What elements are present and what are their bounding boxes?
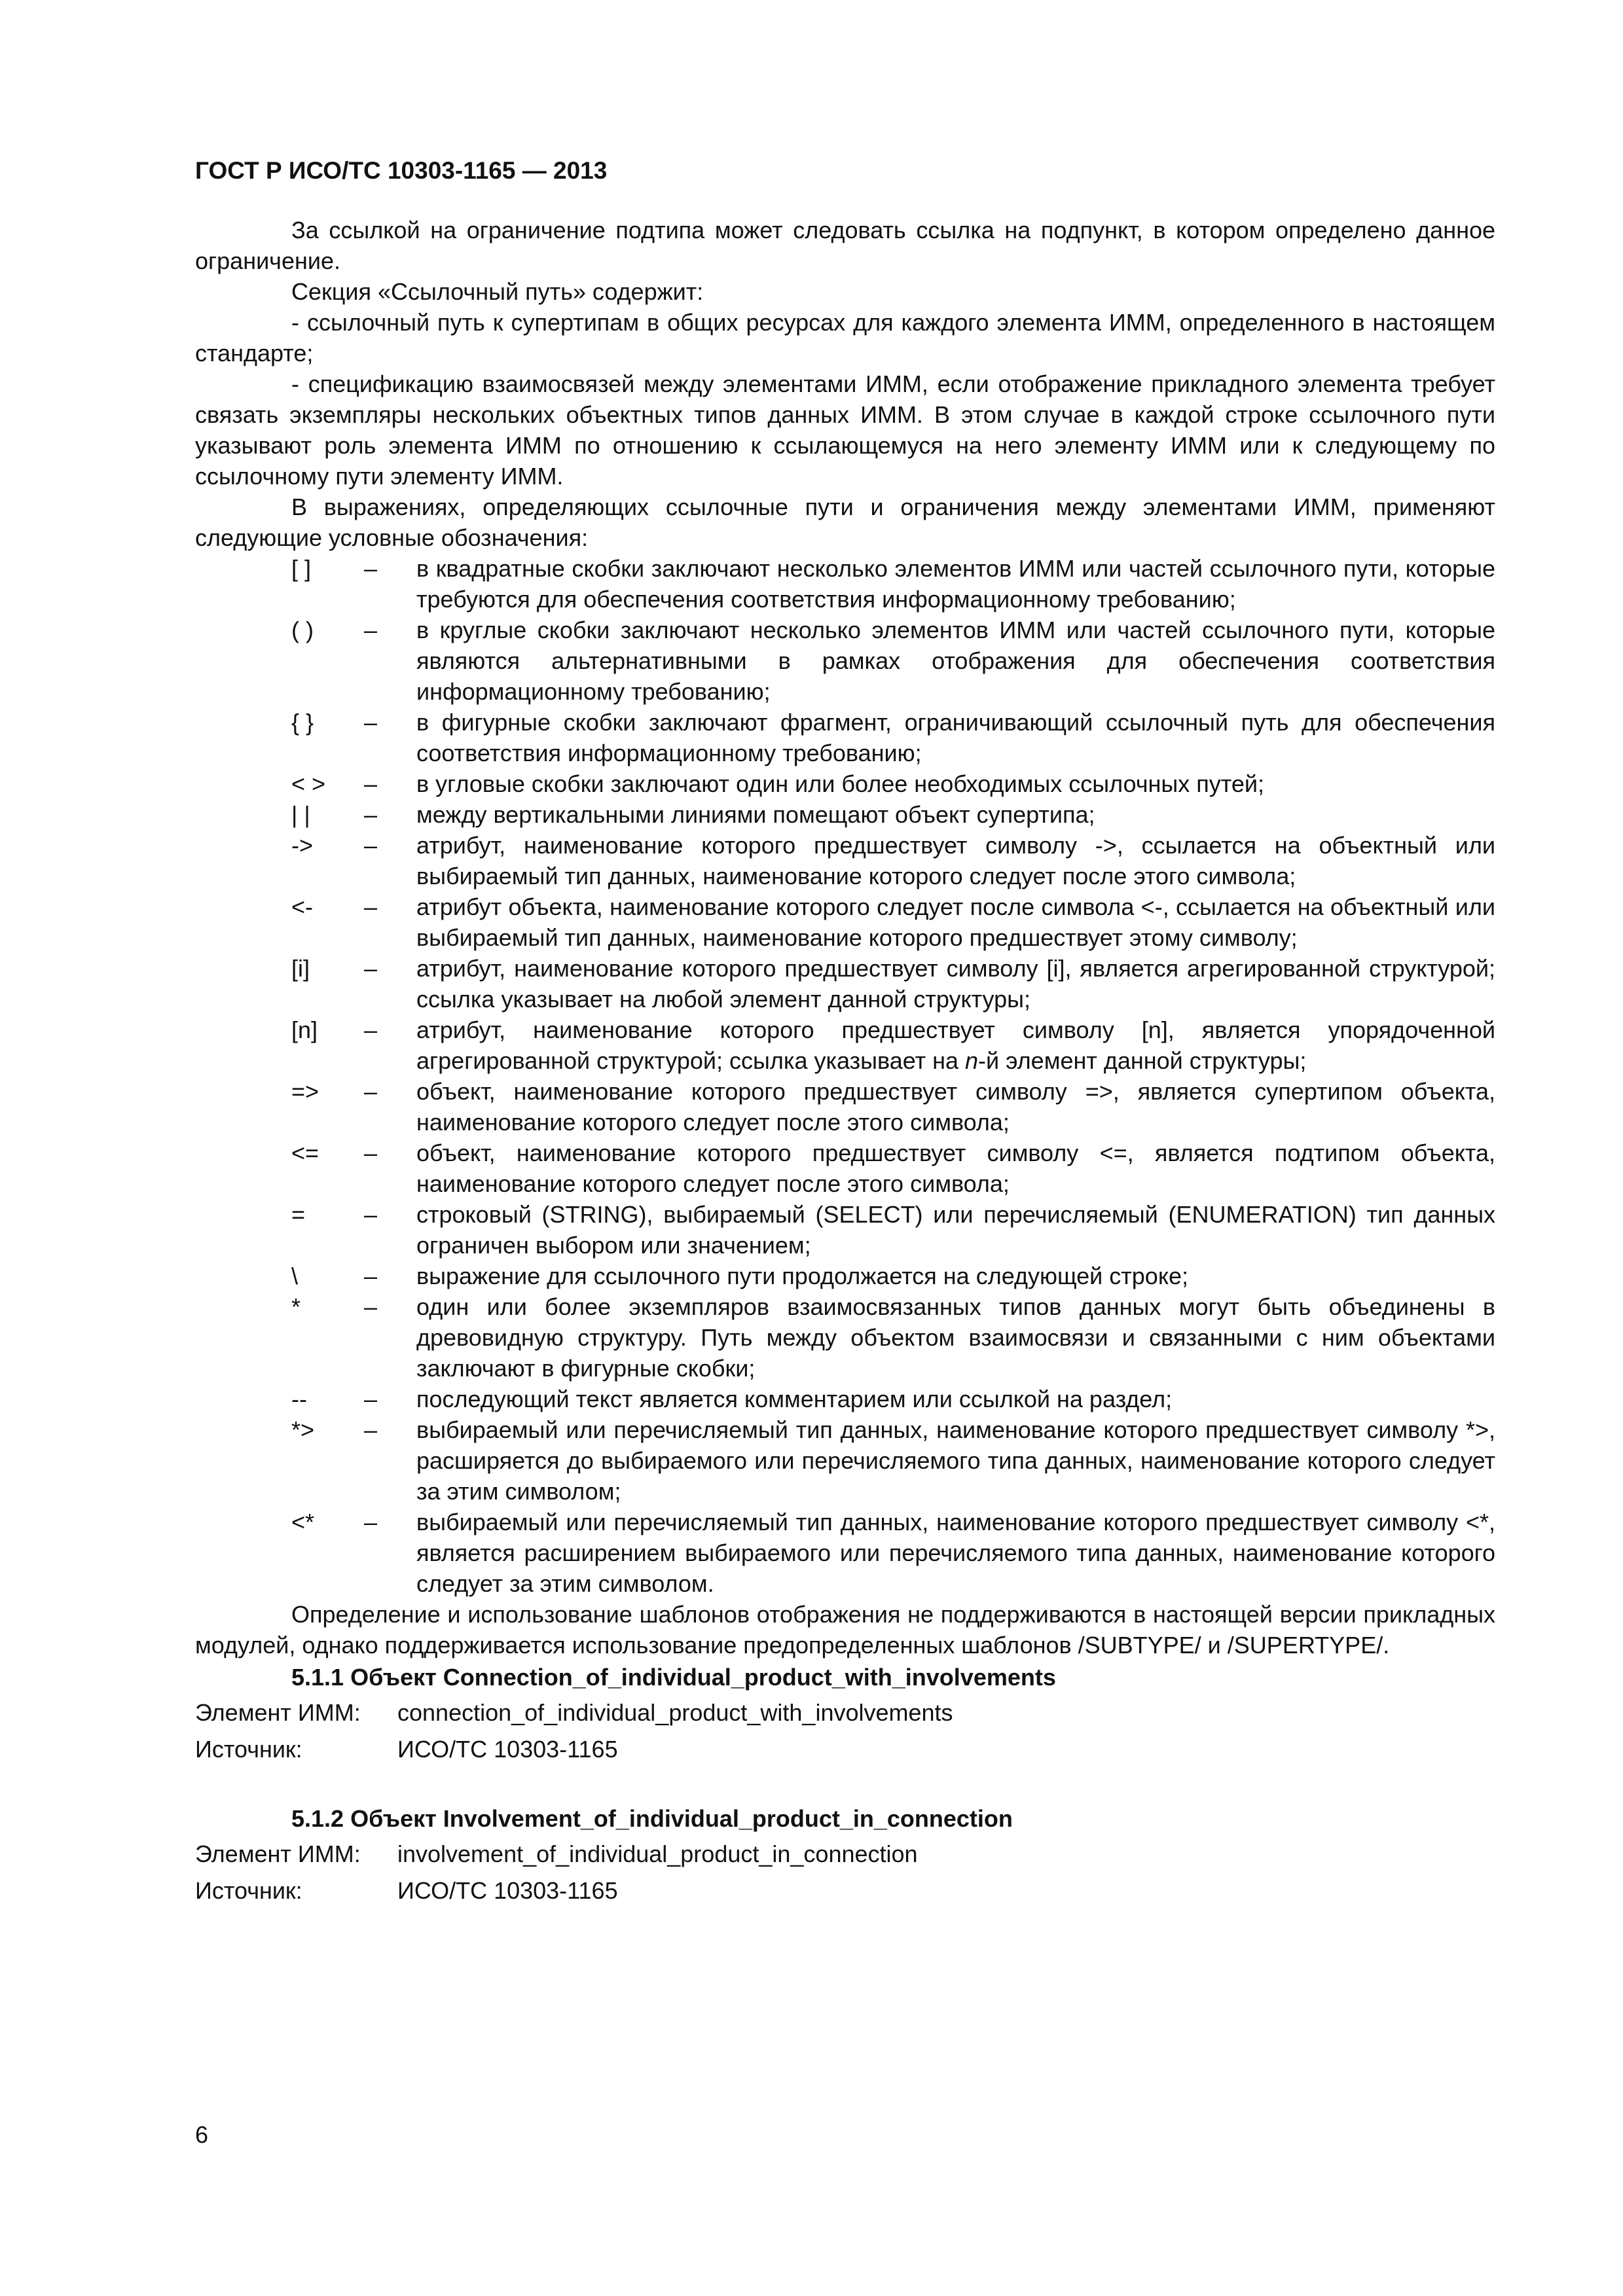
definition-item — [195, 768, 1495, 799]
definition-item — [195, 830, 1495, 891]
element-label: Элемент ИММ: — [195, 1840, 361, 1867]
definition-text-part: -й элемент данной структуры; — [978, 1047, 1307, 1074]
definition-item — [195, 553, 1495, 615]
element-row — [195, 1695, 1495, 1731]
definition-item — [195, 1138, 1495, 1199]
definition-dash: – — [364, 832, 378, 859]
definition-text: выбираемый или перечисляемый тип данных, наименование которого предшествует символу <*, является расширением выбираемого или перечисляемого типа данных, наименование которого следует за этим символом. — [416, 1509, 1495, 1597]
definition-dash: – — [364, 801, 378, 828]
definition-item — [195, 615, 1495, 707]
definition-symbol: [i] — [291, 955, 310, 982]
paragraph: За ссылкой на ограничение подтипа может следовать ссылка на подпункт, в котором определено данное ограничение. — [195, 217, 1495, 274]
definition-dash: – — [364, 555, 378, 582]
definition-dash: – — [364, 770, 378, 797]
definition-symbol: * — [291, 1293, 301, 1320]
definition-text: в фигурные скобки заключают фрагмент, ограничивающий ссылочный путь для обеспечения соответствия информационному требованию; — [416, 709, 1495, 766]
definition-dash: – — [364, 617, 378, 643]
definition-item — [195, 953, 1495, 1014]
spacer — [195, 1768, 1495, 1802]
definition-symbol: <= — [291, 1139, 319, 1166]
definition-dash: – — [364, 1016, 378, 1043]
definition-text: между вертикальными линиями помещают объект супертипа; — [416, 801, 1095, 828]
section-heading: 5.1.1 Объект Connection_of_individual_product_with_involvements — [291, 1664, 1056, 1691]
document-header: ГОСТ Р ИСО/ТС 10303-1165 — 2013 — [195, 157, 608, 184]
element-row — [195, 1836, 1495, 1873]
definition-dash: – — [364, 1293, 378, 1320]
definition-text: в квадратные скобки заключают несколько элементов ИММ или частей ссылочного пути, которые требуются для обеспечения соответствия информационному требованию; — [416, 555, 1495, 613]
definition-text: в круглые скобки заключают несколько элементов ИММ или частей ссылочного пути, которые являются альтернативными в рамках отображения для обеспечения соответствия информационному требованию; — [416, 617, 1495, 705]
definition-dash: – — [364, 955, 378, 982]
paragraph: В выражениях, определяющих ссылочные пути и ограничения между элементами ИММ, применяют следующие условные обозначения: — [195, 493, 1495, 551]
definition-text: атрибут объекта, наименование которого следует после символа <-, ссылается на объектный или выбираемый тип данных, наименование которого предшествует этому символу; — [416, 893, 1495, 951]
list-item: - спецификацию взаимосвязей между элементами ИММ, если отображение прикладного элемента требует связать экземпляры нескольких объектных типов данных ИММ. В этом случае в каждой строке ссылочного пути указывают роль элемента ИММ по отношению к ссылающемуся на него элементу ИММ или к следующему по ссылочному пути элементу ИММ. — [195, 370, 1495, 490]
page-number: 6 — [195, 2121, 209, 2148]
definition-item — [195, 1014, 1495, 1076]
definition-symbol: \ — [291, 1263, 299, 1289]
definition-symbol: -> — [291, 832, 314, 859]
definition-symbol: < > — [291, 770, 326, 797]
definition-symbol: [n] — [291, 1016, 318, 1043]
document-body — [195, 215, 1495, 1909]
source-value: ИСО/ТС 10303-1165 — [397, 1877, 618, 1904]
definition-symbol: => — [291, 1078, 319, 1105]
definition-dash: – — [364, 1078, 378, 1105]
section-heading: 5.1.2 Объект Involvement_of_individual_product_in_connection — [291, 1805, 1013, 1832]
definition-item — [195, 707, 1495, 768]
source-label: Источник: — [195, 1877, 302, 1904]
definition-text: атрибут, наименование которого предшествует символу ->, ссылается на объектный или выбираемый тип данных, наименование которого следует после этого символа; — [416, 832, 1495, 889]
definition-symbol: [ ] — [291, 555, 312, 582]
definition-text: атрибут, наименование которого предшествует символу [i], является агрегированной структурой; ссылка указывает на любой элемент данной структуры; — [416, 955, 1495, 1013]
definition-text-italic: n — [964, 1047, 978, 1074]
definition-dash: – — [364, 1386, 378, 1412]
definition-text-part: атрибут, наименование которого предшествует символу [n], является упорядоченной агрегированной структурой; ссылка указывает на — [416, 1016, 1495, 1074]
definition-dash: – — [364, 1509, 378, 1535]
definition-text: объект, наименование которого предшествует символу =>, является супертипом объекта, наименование которого следует после этого символа; — [416, 1078, 1495, 1136]
definition-item — [195, 1414, 1495, 1507]
definition-symbol: = — [291, 1201, 306, 1228]
definition-text: один или более экземпляров взаимосвязанных типов данных могут быть объединены в древовидную структуру. Путь между объектом взаимосвязи и связанными с ним объектами заключают в фигурные скобки; — [416, 1293, 1495, 1382]
definition-text: выбираемый или перечисляемый тип данных, наименование которого предшествует символу *>, расширяется до выбираемого или перечисляемого типа данных, наименование которого следует за этим символом; — [416, 1416, 1495, 1505]
definition-text: объект, наименование которого предшествует символу <=, является подтипом объекта, наименование которого следует после этого символа; — [416, 1139, 1495, 1197]
definition-item — [195, 1261, 1495, 1291]
definition-item — [195, 1507, 1495, 1599]
definition-dash: – — [364, 1263, 378, 1289]
definition-item — [195, 1384, 1495, 1414]
definition-dash: – — [364, 1416, 378, 1443]
definition-item — [195, 1076, 1495, 1138]
source-label: Источник: — [195, 1736, 302, 1763]
paragraph: Секция «Ссылочный путь» содержит: — [291, 278, 704, 305]
source-row — [195, 1731, 1495, 1768]
definition-item — [195, 799, 1495, 830]
element-label: Элемент ИММ: — [195, 1699, 361, 1726]
definition-item — [195, 891, 1495, 953]
definition-text: строковый (STRING), выбираемый (SELECT) или перечисляемый (ENUMERATION) тип данных ограничен выбором или значением; — [416, 1201, 1495, 1259]
definition-item — [195, 1291, 1495, 1384]
element-value: involvement_of_individual_product_in_connection — [397, 1840, 918, 1867]
definition-dash: – — [364, 893, 378, 920]
definition-text: последующий текст является комментарием или ссылкой на раздел; — [416, 1386, 1173, 1412]
definition-symbol: <- — [291, 893, 314, 920]
definition-dash: – — [364, 1139, 378, 1166]
definitions-list — [195, 553, 1495, 1599]
definition-item — [195, 1199, 1495, 1261]
definition-symbol: ( ) — [291, 617, 314, 643]
source-row — [195, 1873, 1495, 1909]
source-value: ИСО/ТС 10303-1165 — [397, 1736, 618, 1763]
definition-symbol: -- — [291, 1386, 307, 1412]
definition-dash: – — [364, 709, 378, 736]
definition-symbol: { } — [291, 709, 314, 736]
definition-text: в угловые скобки заключают один или более необходимых ссылочных путей; — [416, 770, 1264, 797]
list-item: - ссылочный путь к супертипам в общих ресурсах для каждого элемента ИММ, определенного в настоящем стандарте; — [195, 309, 1495, 367]
definition-symbol: <* — [291, 1509, 315, 1535]
definition-symbol: | | — [291, 801, 310, 828]
definition-text: выражение для ссылочного пути продолжается на следующей строке; — [416, 1263, 1188, 1289]
definition-symbol: *> — [291, 1416, 315, 1443]
paragraph: Определение и использование шаблонов отображения не поддерживаются в настоящей версии прикладных модулей, однако поддерживается использование предопределенных шаблонов /SUBTYPE/ и /SUPERTYPE/. — [195, 1601, 1495, 1659]
definition-text — [416, 1016, 1495, 1074]
element-value: connection_of_individual_product_with_involvements — [397, 1699, 953, 1726]
definition-dash: – — [364, 1201, 378, 1228]
